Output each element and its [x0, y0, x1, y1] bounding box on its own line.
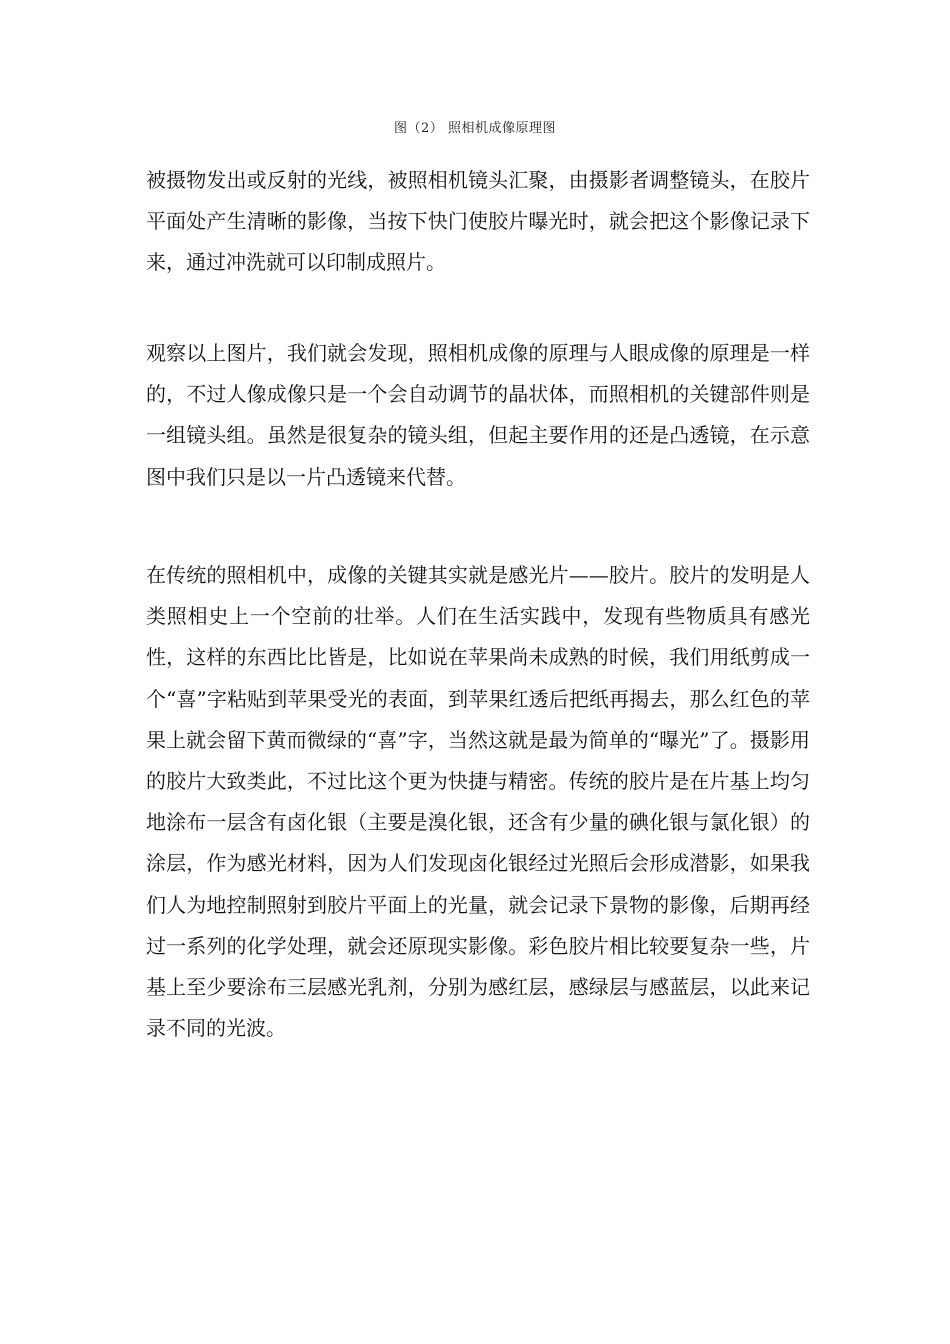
paragraph-camera-imaging: 被摄物发出或反射的光线，被照相机镜头汇聚，由摄影者调整镜头，在胶片平面处产生清晰的影像，当按下快门使胶片曝光时，就会把这个影像记录下来，通过冲洗就可以印制成照片。 — [146, 168, 810, 275]
figure-caption: 图（2） 照相机成像原理图 — [394, 121, 556, 136]
paragraph-film: 在传统的照相机中，成像的关键其实就是感光片——胶片。胶片的发明是人类照相史上一个空前的壮举。人们在生活实践中，发现有些物质具有感光性，这样的东西比比皆是，比如说在苹果尚未成熟的时候，我们用纸剪成一个“喜”字粘贴到苹果受光的表面，到苹果红透后把纸再揭去，那么红色的苹果上就会留下黄而微绿的“喜”字，当然这就是最为简单的“曝光”了。摄影用的胶片大致类此，不过比这个更为快捷与精密。传统的胶片是在片基上均匀地涂布一层含有卤化银（主要是溴化银，还含有少量的碘化银与氯化银）的涂层，作为感光材料，因为人们发现卤化银经过光照后会形成潜影，如果我们人为地控制照射到胶片平面上的光量，就会记录下景物的影像，后期再经过一系列的化学处理，就会还原现实影像。彩色胶片相比较要复杂一些，片基上至少要涂布三层感光乳剂，分别为感红层，感绿层与感蓝层，以此来记录不同的光波。 — [146, 563, 810, 1041]
paragraph-eye-comparison: 观察以上图片，我们就会发现，照相机成像的原理与人眼成像的原理是一样的，不过人像成像只是一个会自动调节的晶状体，而照相机的关键部件则是一组镜头组。虽然是很复杂的镜头组，但起主要作用的还是凸透镜，在示意图中我们只是以一片凸透镜来代替。 — [146, 341, 810, 489]
